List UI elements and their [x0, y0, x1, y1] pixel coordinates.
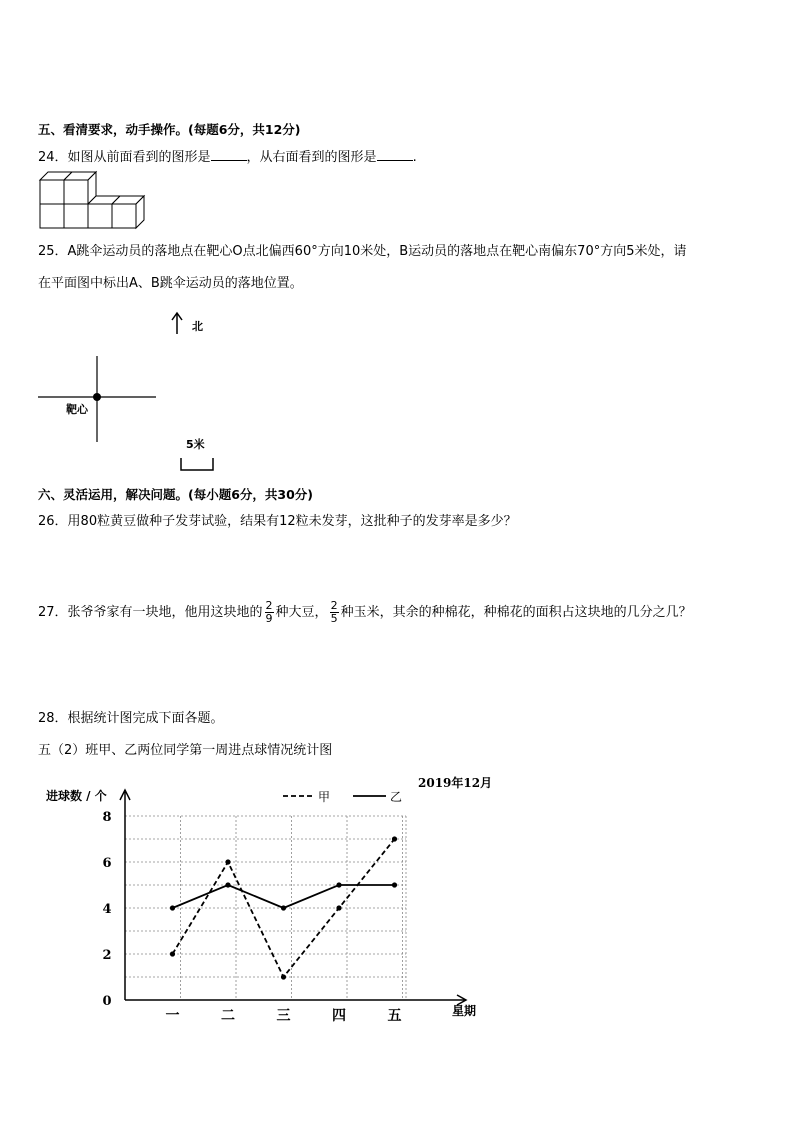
q27-text-b: 种大豆，: [275, 605, 328, 620]
q27-text-c: 种玉米，其余的种棉花，种棉花的面积占这块地的几分之几？: [340, 605, 692, 620]
question-27: [38, 600, 692, 625]
y-axis-label: 进球数 / 个: [46, 789, 107, 803]
chart-date-label: 2019年12月: [418, 776, 493, 790]
legend-jia-label: 甲: [318, 790, 331, 804]
scale-label: 5米: [186, 438, 205, 451]
q24-text-c: .: [412, 150, 417, 165]
x-tick-label: 二: [221, 1008, 235, 1024]
fraction-two-fifths: $\frac{2}{5}$: [330, 599, 338, 625]
x-tick-label: 四: [332, 1008, 346, 1024]
data-point-yi: [281, 905, 286, 910]
q27-text-a: 27．张爷爷家有一块地，他用这块地的: [38, 605, 263, 620]
cube-stack-figure: [38, 170, 150, 232]
data-point-yi: [336, 882, 341, 887]
x-axis-label: 星期: [452, 1004, 477, 1018]
series-line-yi: [173, 885, 395, 908]
scale-bar: [181, 458, 213, 470]
data-point-jia: [336, 905, 341, 910]
x-tick-label: 三: [276, 1008, 291, 1024]
y-tick-label: 8: [102, 810, 112, 825]
data-point-jia: [170, 951, 175, 956]
legend-yi-label: 乙: [390, 790, 403, 804]
q24-text-b: ，从右面看到的图形是: [246, 150, 377, 165]
question-28: 28．根据统计图完成下面各题。: [38, 711, 224, 726]
section-6-heading: 六、灵活运用，解决问题。(每小题6分，共30分): [38, 487, 314, 502]
x-tick-label: 一: [165, 1008, 180, 1024]
q25-line-1: 25．A跳伞运动员的落地点在靶心O点北偏西60°方向10米处，B运动员的落地点在靶心南偏东70°方向5米处，请: [38, 244, 687, 259]
q24-blank-front[interactable]: [211, 148, 247, 161]
fraction-two-ninths: $\frac{2}{9}$: [265, 599, 273, 625]
chart-title: 五（2）班甲、乙两位同学第一周进点球情况统计图: [38, 743, 333, 758]
target-center-dot: [93, 393, 101, 401]
north-label: 北: [192, 320, 203, 333]
y-tick-label: 4: [102, 902, 112, 917]
data-point-yi: [392, 882, 397, 887]
y-tick-label: 2: [102, 948, 112, 963]
data-point-jia: [281, 974, 286, 979]
data-point-yi: [225, 882, 230, 887]
chart-axes: [120, 790, 466, 1005]
question-24: [38, 146, 417, 165]
goals-line-chart: [38, 770, 508, 1030]
target-center-label: 靶心: [66, 403, 88, 416]
data-point-yi: [170, 905, 175, 910]
legend: [283, 790, 402, 804]
data-point-jia: [392, 836, 397, 841]
q25-line-2: 在平面图中标出A、B跳伞运动员的落地位置。: [38, 276, 303, 291]
data-point-jia: [225, 859, 230, 864]
question-26: 26．用80粒黄豆做种子发芽试验，结果有12粒未发芽，这批种子的发芽率是多少？: [38, 514, 517, 529]
q24-blank-right[interactable]: [377, 148, 413, 161]
chart-labels: [102, 810, 401, 1024]
x-tick-label: 五: [387, 1008, 402, 1024]
section-5-heading: 五、看清要求，动手操作。(每题6分，共12分): [38, 122, 301, 137]
chart-grid: [125, 816, 406, 1000]
q24-text-a: 24．如图从前面看到的图形是: [38, 150, 211, 165]
y-tick-label: 6: [102, 856, 112, 871]
chart-series: [170, 836, 397, 979]
y-tick-label: 0: [102, 994, 112, 1009]
